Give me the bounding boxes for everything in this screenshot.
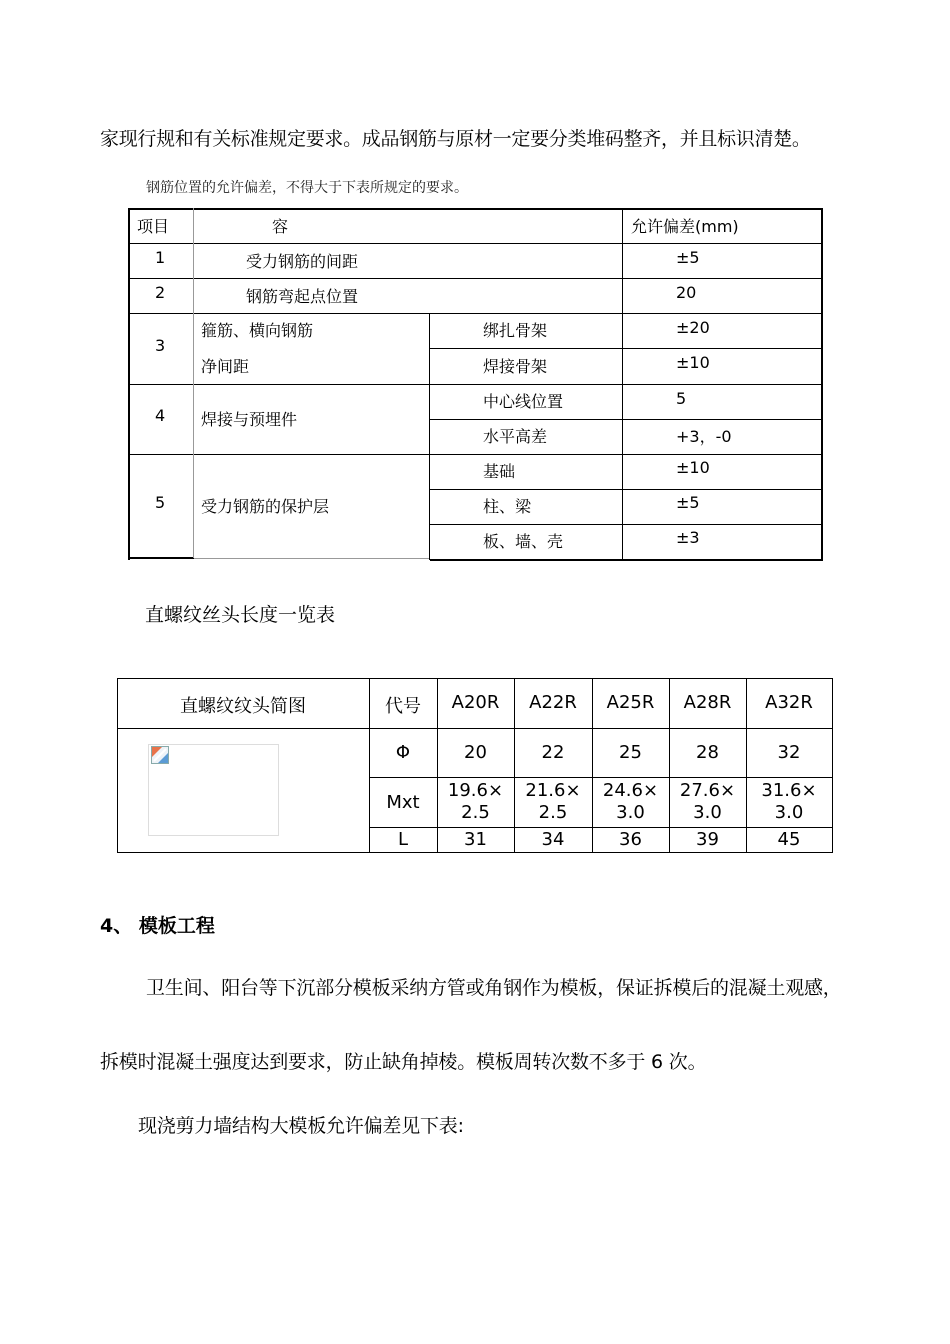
table1-row2-name: 钢筋弯起点位置 (246, 287, 359, 306)
table2-l-a22r: 34 (541, 829, 565, 850)
table1-row4-sub1-tol: 5 (676, 389, 687, 408)
section-heading: 4、 模板工程 (100, 915, 215, 937)
table2-phi-a22r: 22 (541, 742, 565, 763)
table2-phi-a32r: 32 (777, 742, 801, 763)
table2-phi-a28r: 28 (696, 742, 719, 763)
table2-row-phi-label: Φ (395, 742, 411, 763)
table2-header-code: 代号 (385, 696, 421, 717)
table1-row4-sub2-tol: +3，-0 (676, 427, 732, 446)
table1-bottom-border-right (430, 559, 823, 561)
table2-mxt-a20r: 19.6× 2.5 (447, 780, 504, 823)
table2-l-a20r: 31 (464, 829, 487, 850)
table2-phi-a25r: 25 (619, 742, 642, 763)
table2-col-a25r: A25R (606, 692, 655, 713)
table1-row4-no: 4 (155, 406, 166, 425)
table2-l-a25r: 36 (619, 829, 642, 850)
table1-row3-sub2-tol: ±10 (676, 353, 710, 372)
table2-title: 直螺纹丝头长度一览表 (145, 604, 336, 626)
table2-col-a28r: A28R (683, 692, 732, 713)
table2-col-a20r: A20R (451, 692, 500, 713)
table1-row5-sub2-tol: ±5 (676, 493, 700, 512)
table1-row2-tol: 20 (676, 283, 697, 302)
table1-caption: 钢筋位置的允许偏差，不得大于下表所规定的要求。 (146, 180, 468, 196)
table2-row-l-label: L (397, 829, 409, 850)
table1-row5-sub3-tol: ±3 (676, 528, 700, 547)
table2-row-mxt-label: Mxt (386, 792, 420, 813)
table2-mxt-a25r: 24.6× 3.0 (602, 780, 659, 823)
paragraph-2: 卫生间、阳台等下沉部分模板采纳方管或角钢作为模板，保证拆模后的混凝土观感， (146, 977, 842, 999)
table1-row1-tol: ±5 (676, 248, 700, 267)
table2-l-a32r: 45 (777, 829, 801, 850)
broken-image-icon (151, 746, 169, 764)
paragraph-4: 现浇剪力墙结构大模板允许偏差见下表: (138, 1115, 464, 1137)
table1-row5-name: 受力钢筋的保护层 (201, 497, 330, 516)
table1-header-item: 项目 (137, 217, 170, 236)
table1-header-tolerance: 允许偏差(mm) (631, 217, 739, 236)
table1-header-content: 容 (272, 217, 289, 236)
table2-mxt-a32r: 31.6× 3.0 (761, 780, 817, 823)
table1-row5-sub1-tol: ±10 (676, 458, 710, 477)
table1-row1-no: 1 (155, 248, 166, 267)
table1-row4-name: 焊接与预埋件 (201, 410, 298, 429)
table1-row3-sub1-tol: ±20 (676, 318, 710, 337)
thread-length-table (117, 678, 833, 853)
table2-col-a22r: A22R (529, 692, 577, 713)
table1-bottom-border-left (128, 557, 194, 559)
table1-row2-no: 2 (155, 283, 166, 302)
table1-row4-sub2: 水平高差 (483, 427, 548, 446)
table1-row5-sub3: 板、墙、壳 (483, 532, 564, 551)
table1-row5-sub2: 柱、梁 (483, 497, 532, 516)
table1-row5-sub1: 基础 (483, 462, 516, 481)
paragraph-1: 家现行规和有关标准规定要求。成品钢筋与原材一定要分类堆码整齐，并且标识清楚。 (100, 128, 811, 150)
table1-row1-name: 受力钢筋的间距 (246, 252, 359, 271)
rebar-tolerance-table (128, 208, 823, 560)
table2-mxt-a28r: 27.6× 3.0 (679, 780, 736, 823)
table1-row3-sub1: 绑扎骨架 (483, 321, 548, 340)
table2-mxt-a22r: 21.6× 2.5 (525, 780, 581, 823)
table1-row3-name-line2: 净间距 (201, 357, 250, 376)
table1-row3-name-line1: 箍筋、横向钢筋 (201, 321, 314, 340)
table2-header-diagram: 直螺纹纹头简图 (180, 696, 306, 717)
table1-row5-no: 5 (155, 493, 166, 512)
table2-phi-a20r: 20 (464, 742, 487, 763)
table1-row4-sub1: 中心线位置 (483, 392, 564, 411)
table2-col-a32r: A32R (765, 692, 813, 713)
paragraph-3: 拆模时混凝土强度达到要求，防止缺角掉棱。模板周转次数不多于 6 次。 (100, 1051, 707, 1073)
table1-row3-no: 3 (155, 336, 166, 355)
table1-row3-sub2: 焊接骨架 (483, 357, 548, 376)
table2-l-a28r: 39 (696, 829, 719, 850)
